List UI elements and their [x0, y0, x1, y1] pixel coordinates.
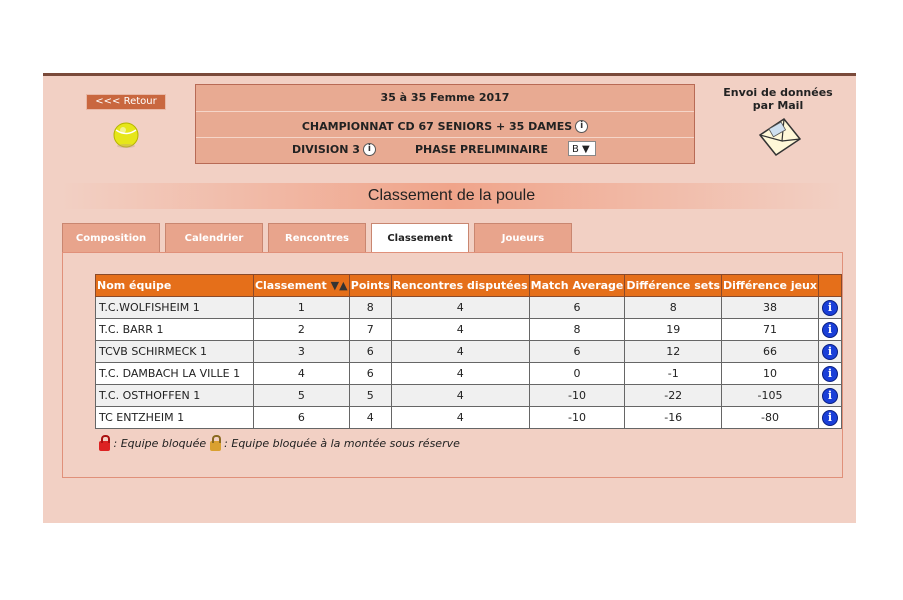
table-cell: 4	[391, 363, 529, 385]
team-info-icon[interactable]: i	[822, 388, 838, 404]
table-cell: -80	[722, 407, 819, 429]
table-cell: 19	[625, 319, 722, 341]
legend: : Equipe bloquée : Equipe bloquée à la montée sous réserve	[99, 437, 460, 451]
competition-age-category: 35 à 35 Femme 2017	[380, 91, 510, 104]
ranking-table	[95, 274, 842, 429]
table-cell: -105	[722, 385, 819, 407]
table-cell: 4	[391, 341, 529, 363]
table-cell: 66	[722, 341, 819, 363]
table-cell: 12	[625, 341, 722, 363]
table-cell: 4	[391, 385, 529, 407]
table-cell: 0	[529, 363, 625, 385]
team-name-cell: T.C.WOLFISHEIM 1	[96, 297, 254, 319]
tab-composition[interactable]: Composition	[62, 223, 160, 253]
tab-rencontres[interactable]: Rencontres	[268, 223, 366, 253]
table-cell: 38	[722, 297, 819, 319]
table-row	[96, 319, 842, 341]
team-info-icon[interactable]: i	[822, 344, 838, 360]
column-header: Match Average	[529, 275, 625, 297]
table-cell: 1	[253, 297, 349, 319]
table-cell: 8	[625, 297, 722, 319]
table-row	[96, 407, 842, 429]
info-icon[interactable]: i	[363, 143, 376, 156]
team-name-cell: T.C. BARR 1	[96, 319, 254, 341]
table-cell: 3	[253, 341, 349, 363]
phase-label: PHASE PRELIMINAIRE	[415, 143, 549, 156]
table-cell: 7	[349, 319, 391, 341]
table-cell: 6	[349, 363, 391, 385]
section-title: Classement de la poule	[60, 183, 843, 209]
info-icon[interactable]: i	[575, 120, 588, 133]
division-label: DIVISION 3 i	[292, 143, 376, 156]
red-lock-icon	[99, 441, 110, 451]
table-cell: -16	[625, 407, 722, 429]
team-name-cell: TCVB SCHIRMECK 1	[96, 341, 254, 363]
table-cell: 10	[722, 363, 819, 385]
team-info-icon[interactable]: i	[822, 410, 838, 426]
table-cell: 4	[391, 297, 529, 319]
table-row	[96, 297, 842, 319]
table-cell: 4	[391, 319, 529, 341]
column-header-sortable[interactable]: Classement ▼▲	[253, 275, 349, 297]
tab-calendrier[interactable]: Calendrier	[165, 223, 263, 253]
team-name-cell: T.C. DAMBACH LA VILLE 1	[96, 363, 254, 385]
table-row	[96, 385, 842, 407]
tab-joueurs[interactable]: Joueurs	[474, 223, 572, 253]
table-cell: 4	[391, 407, 529, 429]
table-cell: 6	[253, 407, 349, 429]
column-header: Différence sets	[625, 275, 722, 297]
ranking-panel	[62, 252, 843, 478]
table-cell: 6	[349, 341, 391, 363]
team-name-cell: TC ENTZHEIM 1	[96, 407, 254, 429]
table-cell: 6	[529, 341, 625, 363]
table-cell: -10	[529, 385, 625, 407]
column-header: Rencontres disputées	[391, 275, 529, 297]
tennis-ball-icon	[112, 121, 140, 149]
back-button[interactable]: <<< Retour	[86, 94, 166, 110]
column-header: Points	[349, 275, 391, 297]
tab-classement[interactable]: Classement	[371, 223, 469, 254]
table-cell: 5	[253, 385, 349, 407]
competition-title: CHAMPIONNAT CD 67 SENIORS + 35 DAMES i	[196, 120, 694, 133]
team-info-icon[interactable]: i	[822, 366, 838, 382]
competition-info	[195, 84, 695, 164]
table-cell: -10	[529, 407, 625, 429]
gold-lock-icon	[210, 441, 221, 451]
table-cell: -1	[625, 363, 722, 385]
column-header: Différence jeux	[722, 275, 819, 297]
envelope-icon[interactable]	[756, 115, 802, 157]
sort-arrows-icon[interactable]: ▼	[330, 279, 340, 292]
column-header-info	[818, 275, 841, 297]
table-cell: 8	[349, 297, 391, 319]
table-cell: 6	[529, 297, 625, 319]
mail-export-title: Envoi de données par Mail	[723, 86, 833, 112]
table-row	[96, 363, 842, 385]
table-cell: 8	[529, 319, 625, 341]
table-cell: -22	[625, 385, 722, 407]
table-cell: 2	[253, 319, 349, 341]
table-cell: 5	[349, 385, 391, 407]
table-cell: 4	[253, 363, 349, 385]
team-info-icon[interactable]: i	[822, 322, 838, 338]
table-row	[96, 341, 842, 363]
team-name-cell: T.C. OSTHOFFEN 1	[96, 385, 254, 407]
table-cell: 4	[349, 407, 391, 429]
table-cell: 71	[722, 319, 819, 341]
column-header[interactable]: Nom équipe	[96, 275, 254, 297]
poule-select[interactable]: B ▼	[568, 141, 596, 156]
team-info-icon[interactable]: i	[822, 300, 838, 316]
